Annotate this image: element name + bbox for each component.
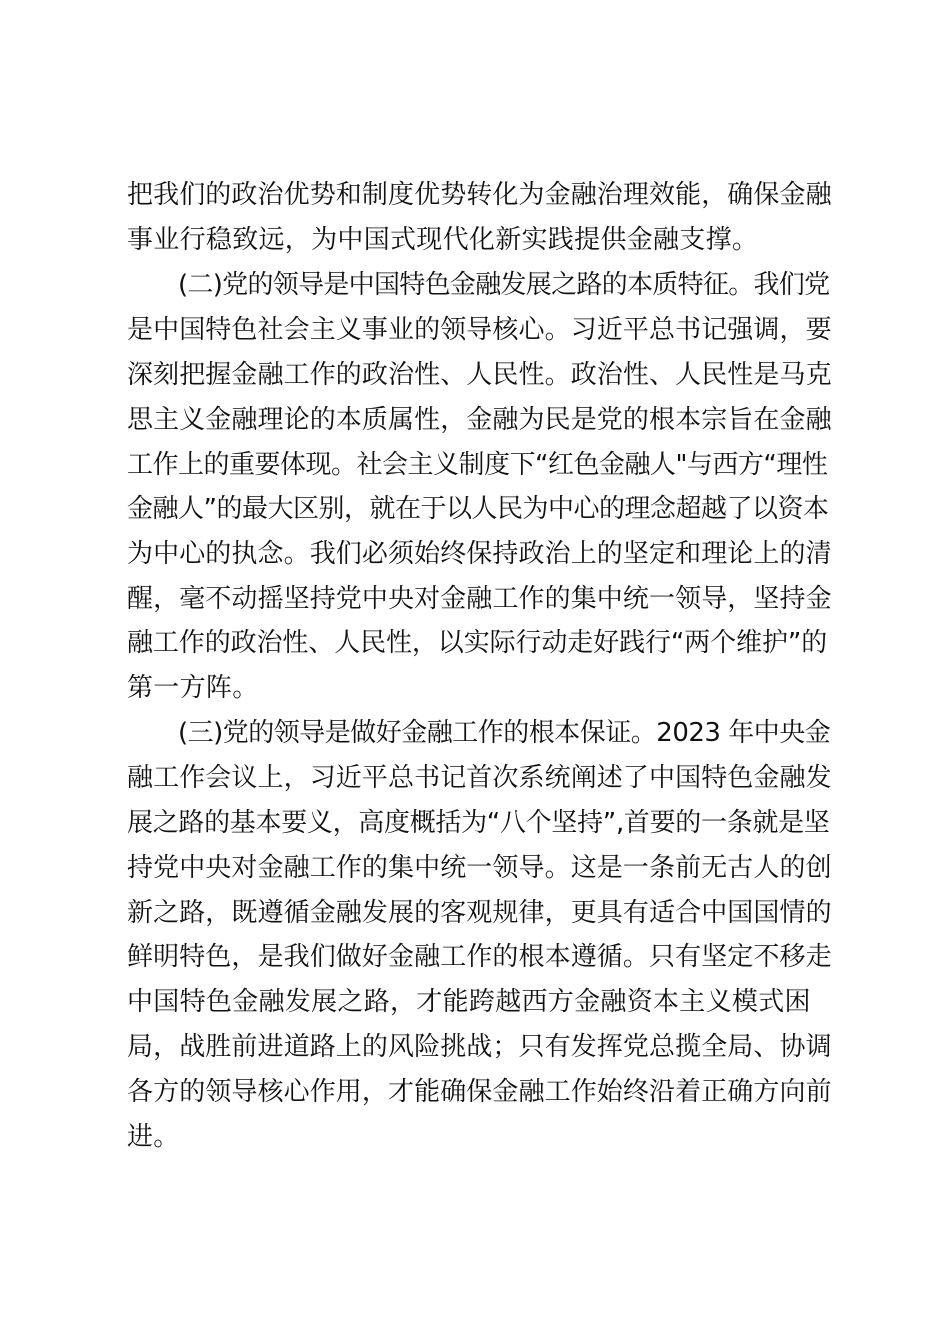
body-text-line: 金融人”的最大区别，就在于以人民为中心的理念超越了以资本 <box>127 494 829 524</box>
body-text-line: 展之路的基本要义，高度概括为“八个坚持”,首要的一条就是坚 <box>127 808 830 838</box>
body-text-line: 把我们的政治优势和制度优势转化为金融治理效能，确保金融 <box>127 180 832 210</box>
body-text-line: 融工作会议上，习近平总书记首次系统阐述了中国特色金融发 <box>127 763 832 793</box>
body-text-line: 各方的领导核心作用，才能确保金融工作始终沿着正确方向前 <box>127 1077 832 1107</box>
body-text-line: 鲜明特色，是我们做好金融工作的根本遵循。只有坚定不移走 <box>127 942 832 972</box>
body-text-line: 为中心的执念。我们必须始终保持政治上的坚定和理论上的清 <box>127 539 832 569</box>
body-text-line: 融工作的政治性、人民性，以实际行动走好践行“两个维护”的 <box>127 628 828 658</box>
body-text-line: 工作上的重要体现。社会主义制度下“红色金融人"与西方“理性 <box>127 450 828 480</box>
body-text-line: 进。 <box>127 1122 180 1152</box>
body-text-line: 思主义金融理论的本质属性，金融为民是党的根本宗旨在金融 <box>127 405 832 435</box>
body-text-line: 是中国特色社会主义事业的领导核心。习近平总书记强调，要 <box>127 315 832 345</box>
body-text-line: 事业行稳致远，为中国式现代化新实践提供金融支撑。 <box>127 225 759 255</box>
body-text-line: 局，战胜前进道路上的风险挑战；只有发挥党总揽全局、协调 <box>127 1032 832 1062</box>
body-text-line: 新之路，既遵循金融发展的客观规律，更具有适合中国国情的 <box>127 898 832 928</box>
section-3-heading-line: (三)党的领导是做好金融工作的根本保证。2023 年中央金 <box>178 718 831 748</box>
body-text-line: 醒，毫不动摇坚持党中央对金融工作的集中统一领导，坚持金 <box>127 584 832 614</box>
section-2-heading-line: (二)党的领导是中国特色金融发展之路的本质特征。我们党 <box>178 270 830 300</box>
body-text-line: 中国特色金融发展之路，才能跨越西方金融资本主义模式困 <box>127 987 811 1017</box>
body-text-line: 持党中央对金融工作的集中统一领导。这是一条前无古人的创 <box>127 853 832 883</box>
body-text-line: 第一方阵。 <box>127 673 259 703</box>
body-text-line: 深刻把握金融工作的政治性、人民性。政治性、人民性是马克 <box>127 360 832 390</box>
